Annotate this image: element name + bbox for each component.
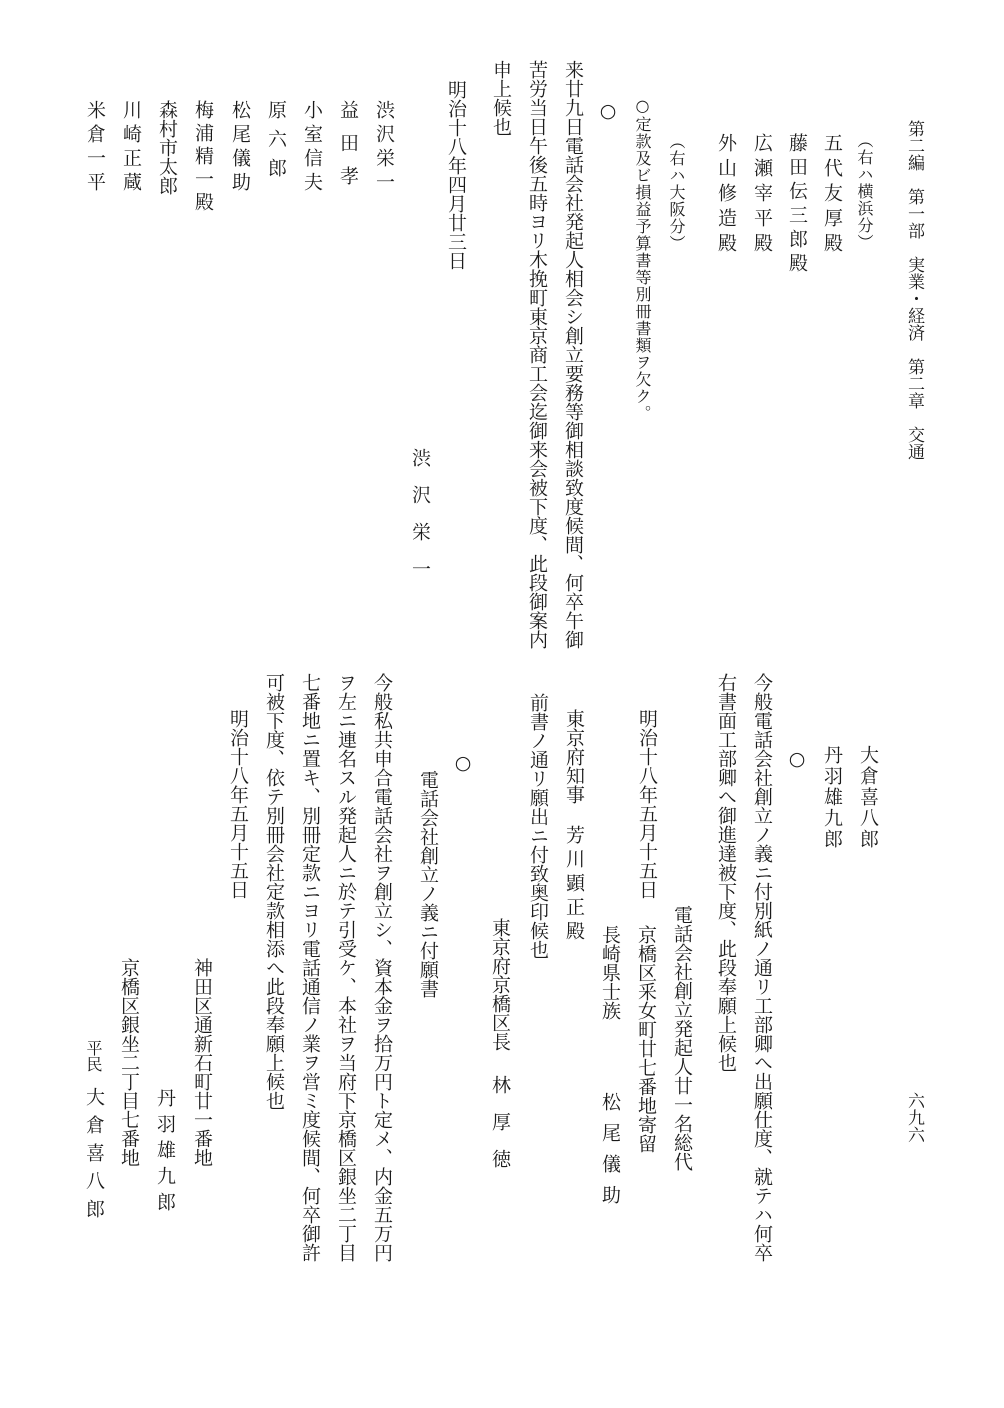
top-name-2: 丹羽雄九郎 bbox=[821, 745, 843, 850]
recipient-7: 森村市太郎 bbox=[156, 100, 178, 195]
yokohama-name-4: 外山修造殿 bbox=[715, 133, 737, 258]
yokohama-note: （右ハ横浜分） bbox=[855, 132, 874, 251]
petition-line-2: 右書面工部卿へ御進達被下度、此段奉願上候也 bbox=[715, 673, 737, 1072]
circle-mark-2: ○ bbox=[452, 752, 474, 775]
yokohama-name-3: 広瀬宰平殿 bbox=[751, 133, 773, 258]
letter-line-3: 申上候也 bbox=[490, 60, 512, 136]
signatory-1-address: 神田区通新石町廿一番地 bbox=[191, 958, 213, 1167]
page-number: 六九六 bbox=[904, 1092, 924, 1143]
document-title: 電話会社創立ノ義ニ付願書 bbox=[417, 770, 439, 998]
body-line-1: 今般私共申合電話会社ヲ創立シ、資本金ヲ拾万円ト定メ、内金五万円 bbox=[371, 673, 393, 1262]
letter-date: 明治十八年四月廿三日 bbox=[445, 80, 467, 270]
running-head: 第二編 第一部 実業・経済 第二章 交通 bbox=[904, 120, 924, 460]
circle-mark-1: ○ bbox=[786, 748, 808, 771]
representative-rank: 長崎県士族 bbox=[599, 925, 621, 1020]
ward-chief-title: 東京府京橋区長 bbox=[489, 918, 511, 1051]
recipient-2: 益田孝 bbox=[337, 100, 359, 199]
representative-title: 電話会社創立発起人廿一名総代 bbox=[671, 905, 693, 1171]
recipient-8: 川崎正蔵 bbox=[120, 100, 142, 196]
letter-line-1: 来廿九日電話会社発起人相会シ創立要務等御相談致度候間、何卒午御 bbox=[562, 60, 584, 649]
circle-mark: ○ bbox=[597, 100, 619, 123]
signatory-2-address: 京橋区銀坐二丁目七番地 bbox=[118, 958, 140, 1167]
ward-chief-name: 林厚徳 bbox=[489, 1075, 511, 1186]
missing-documents-note: ○定款及ビ損益予算書等別冊書類ヲ欠ク。 bbox=[633, 96, 652, 422]
representative-address: 京橋区釆女町廿七番地寄留 bbox=[635, 925, 657, 1153]
addressee-title: 東京府知事 bbox=[563, 709, 585, 804]
top-name-1: 大倉喜八郎 bbox=[857, 745, 879, 850]
recipient-6: 梅浦精一殿 bbox=[192, 100, 214, 215]
letter-line-2: 苦労当日午後五時ヨリ木挽町東京商工会迄御来会被下度、此段御案内 bbox=[526, 60, 548, 649]
recipient-4: 原六郎 bbox=[265, 100, 287, 187]
representative-name: 松尾儀助 bbox=[599, 1092, 621, 1216]
signatory-2-name: 大倉喜八郎 bbox=[83, 1087, 105, 1227]
petition-date: 明治十八年五月十五日 bbox=[636, 709, 658, 899]
recipient-5: 松尾儀助 bbox=[229, 100, 251, 196]
body-line-2: ヲ左ニ連名スル発起人ニ於テ引受ケ、本社ヲ当府下京橋区銀坐二丁目 bbox=[335, 673, 357, 1262]
application-date: 明治十八年五月十五日 bbox=[227, 709, 249, 899]
letter-sender: 渋沢栄一 bbox=[409, 448, 431, 596]
body-line-4: 可被下度、依テ別冊会社定款相添へ此段奉願上候也 bbox=[263, 673, 285, 1110]
yokohama-name-2: 藤田伝三郎殿 bbox=[786, 133, 808, 277]
petition-line-1: 今般電話会社創立ノ義ニ付別紙ノ通リ工部卿へ出願仕度、就テハ何卒 bbox=[751, 673, 773, 1262]
addressee-name: 芳川顕正殿 bbox=[563, 825, 585, 945]
body-line-3: 七番地ニ置キ、別冊定款ニヨリ電話通信ノ業ヲ営ミ度候間、何卒御許 bbox=[299, 673, 321, 1262]
recipient-9: 米倉一平 bbox=[84, 100, 106, 196]
signatory-2-rank: 平民 bbox=[84, 1040, 103, 1072]
endorsement: 前書ノ通リ願出ニ付致奥印候也 bbox=[527, 693, 549, 959]
recipient-1: 渋沢栄一 bbox=[373, 100, 395, 196]
signatory-1-name: 丹羽雄九郎 bbox=[154, 1088, 176, 1218]
recipient-3: 小室信夫 bbox=[301, 100, 323, 196]
osaka-note: （右ハ大阪分） bbox=[667, 133, 686, 252]
yokohama-name-1: 五代友厚殿 bbox=[821, 133, 843, 258]
